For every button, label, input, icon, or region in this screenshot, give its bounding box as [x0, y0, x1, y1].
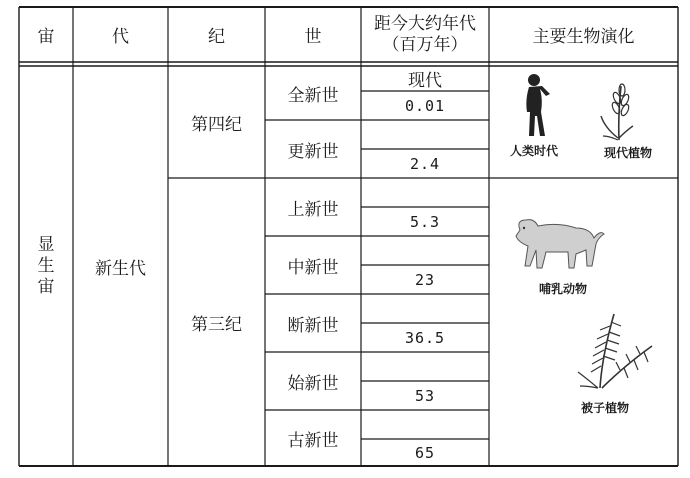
eon-label: 显生宙	[37, 234, 55, 297]
epoch-oligocene: 断新世	[287, 315, 339, 336]
age-miocene-bottom: 23	[414, 270, 436, 289]
age-pliocene-bottom: 5.3	[409, 212, 441, 231]
header-eon: 宙	[37, 27, 55, 47]
epoch-eocene: 始新世	[287, 373, 339, 394]
caption-modern-plants: 现代植物	[603, 145, 652, 160]
epoch-pleistocene: 更新世	[287, 141, 339, 162]
epoch-miocene: 中新世	[287, 257, 339, 278]
header-age-line2: （百万年）	[382, 34, 468, 55]
age-holocene-top: 现代	[408, 71, 442, 91]
era-label: 新生代	[95, 258, 146, 279]
age-oligocene-bottom: 36.5	[404, 328, 446, 347]
header-age	[361, 7, 489, 62]
age-eocene-bottom: 53	[414, 386, 436, 405]
period-tertiary: 第三纪	[191, 314, 242, 335]
epoch-holocene: 全新世	[287, 85, 339, 106]
caption-human-era: 人类时代	[509, 143, 558, 158]
caption-angiosperms: 被子植物	[580, 400, 629, 415]
epoch-pliocene: 上新世	[287, 199, 339, 220]
wheat-plant-icon	[597, 80, 637, 142]
age-holocene-bottom: 0.01	[404, 96, 446, 115]
header-evolution: 主要生物演化	[532, 27, 635, 47]
header-era: 代	[112, 27, 129, 47]
age-pleistocene-bottom: 2.4	[409, 154, 441, 173]
header-epoch: 世	[304, 27, 322, 47]
lioness-icon	[510, 216, 606, 272]
eon-cell	[19, 66, 73, 466]
age-paleocene-bottom: 65	[414, 443, 436, 462]
caption-mammals: 哺乳动物	[538, 281, 587, 296]
epoch-paleocene: 古新世	[287, 430, 339, 451]
fern-plant-icon	[574, 306, 660, 392]
header-age-line1: 距今大约年代	[374, 13, 476, 34]
human-figure-icon	[516, 72, 556, 140]
period-quaternary: 第四纪	[191, 114, 242, 135]
header-period: 纪	[208, 27, 225, 47]
